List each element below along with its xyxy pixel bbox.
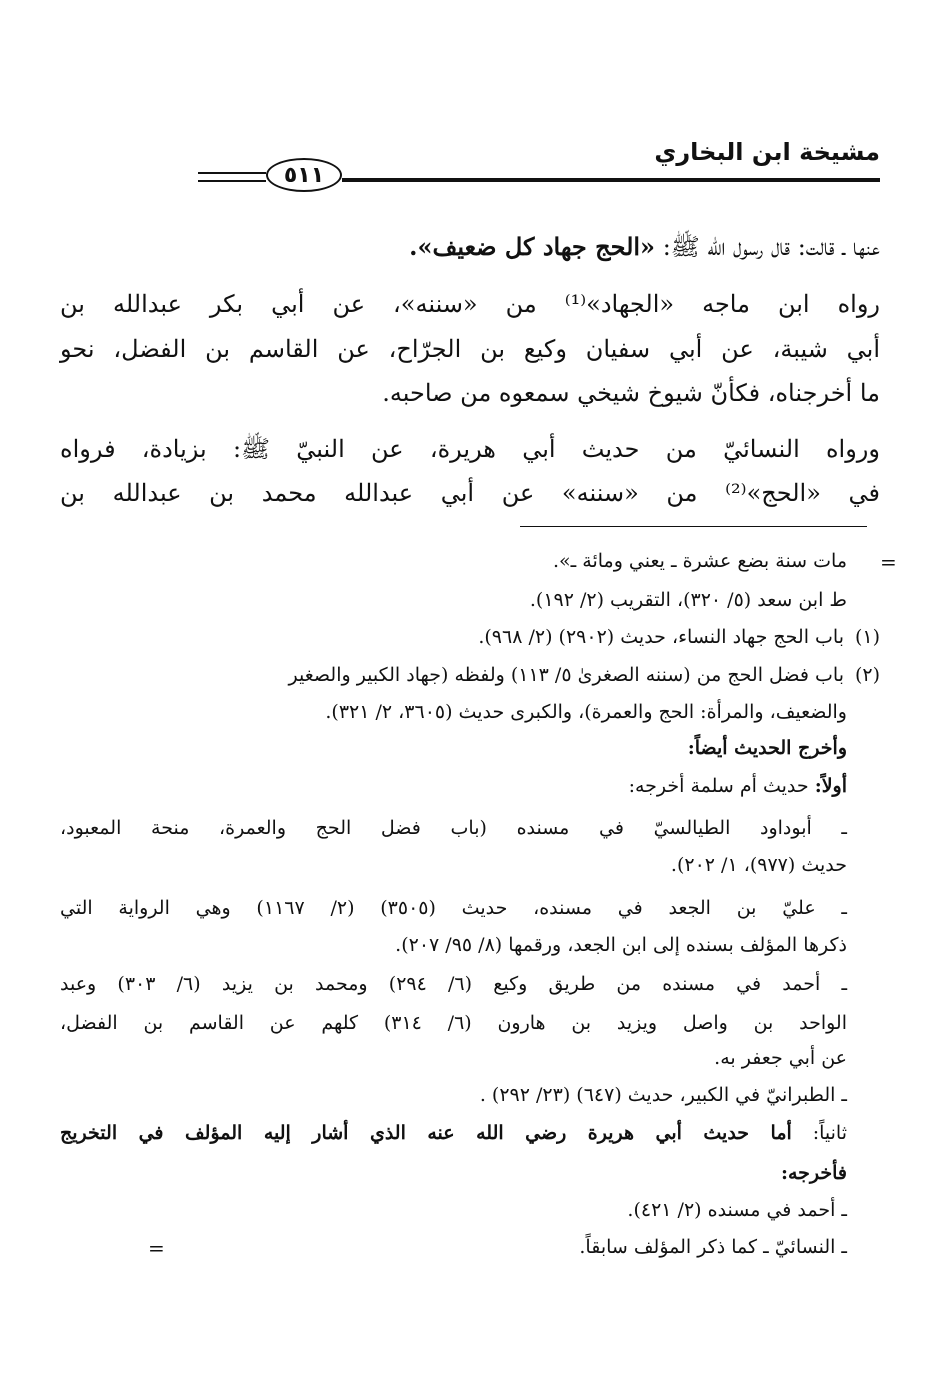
body-line-1 bbox=[60, 230, 880, 264]
footnote-line: حديث (٩٧٧)، ١/ ٢٠٢). bbox=[670, 854, 847, 876]
footnote-1 bbox=[60, 622, 880, 652]
footnote-line: ـ أحمد في مسنده من طريق وكيع (٦/ ٢٩٤) ومحمد بن يزيد (٦/ ٣٠٣) وعبد bbox=[60, 973, 848, 995]
footnote-text: حديث أم سلمة أخرجه: bbox=[628, 775, 815, 797]
body-line-2: رواه ابن ماجه «الجهاد»⁽¹⁾ من «سننه»، عن أبي بكر عبدالله بن bbox=[60, 290, 881, 318]
footnote-text: ثانياً: bbox=[791, 1122, 847, 1144]
footnote-line bbox=[60, 1118, 847, 1148]
footnote-line: ذكرها المؤلف بسنده إلى ابن الجعد، ورقمها (٨/ ٩٥/ ٢٠٧). bbox=[395, 934, 847, 956]
footnote-2 bbox=[60, 660, 880, 690]
footnote-heading: أولاً: bbox=[814, 775, 847, 797]
footnote-line: وأخرج الحديث أيضاً: bbox=[687, 737, 847, 759]
footnote-line: ـ النسائيّ ـ كما ذكر المؤلف سابقاً. bbox=[579, 1236, 847, 1258]
body-line-5: ورواه النسائيّ من حديث أبي هريرة، عن النبيّ ﷺ: بزيادة، فرواه bbox=[60, 435, 880, 463]
footnote-line: عن أبي جعفر به. bbox=[714, 1047, 847, 1069]
body-line-1-text: عنها ـ قالت: قال رسول الله ﷺ: bbox=[655, 233, 880, 261]
footnote-line: والضعيف، والمرأة: الحج والعمرة)، والكبرى حديث (٣٦٠٥، ٢/ ٣٢١). bbox=[325, 701, 847, 723]
footnote-line: فأخرجه: bbox=[780, 1162, 847, 1184]
continuation-mark-end: = bbox=[148, 1236, 165, 1260]
footnote-text: باب الحج جهاد النساء، حديث (٢٩٠٢) (٢/ ٩٦٨). bbox=[478, 626, 844, 648]
header-rule-left-top bbox=[198, 172, 266, 174]
footnote-line bbox=[27, 771, 847, 801]
footnote-number: (٢) bbox=[854, 664, 880, 686]
running-title: مشيخة ابن البخاري bbox=[654, 138, 880, 166]
footnote-line: ط ابن سعد (٥/ ٣٢٠)، التقريب (٢/ ١٩٢). bbox=[529, 589, 847, 611]
continuation-mark: = bbox=[880, 550, 897, 574]
page-number: ٥١١ bbox=[266, 158, 342, 192]
footnote-line: ـ أحمد في مسنده (٢/ ٤٢١). bbox=[627, 1199, 847, 1221]
footnote-divider bbox=[520, 526, 867, 527]
body-line-6: في «الحج»⁽²⁾ من «سننه» عن أبي عبدالله محمد بن عبدالله بن bbox=[60, 479, 880, 507]
footnote-heading: أما حديث أبي هريرة رضي الله عنه الذي أشار إليه المؤلف في التخريج bbox=[60, 1122, 792, 1144]
footnote-line: مات سنة بضع عشرة ـ يعني ومائة ـ». bbox=[552, 550, 847, 572]
footnote-text: باب فضل الحج من (سننه الصغرىٰ ٥/ ١١٣) ولفظه (جهاد الكبير والصغير bbox=[288, 664, 844, 686]
footnote-number: (١) bbox=[854, 626, 880, 648]
footnote-line: ـ أبوداود الطيالسيّ في مسنده (باب فضل الحج والعمرة، منحة المعبود، bbox=[60, 817, 847, 839]
footnote-line: الواحد بن واصل ويزيد بن هارون (٦/ ٣١٤) كلهم عن القاسم بن الفضل، bbox=[60, 1012, 847, 1034]
body-line-4: ما أخرجناه، فكأنّ شيوخ شيخي سمعوه من صاحبه. bbox=[382, 379, 880, 407]
header-rule-right bbox=[342, 178, 880, 182]
header-rule-left-bottom bbox=[198, 180, 266, 182]
footnote-line: ـ الطبرانيّ في الكبير، حديث (٦٤٧) (٢٣/ ٢٩٢) . bbox=[479, 1084, 847, 1106]
hadith-quote: «الحج جهاد كل ضعيف». bbox=[409, 232, 656, 261]
body-line-3: أبي شيبة، عن أبي سفيان وكيع بن الجرّاح، عن القاسم بن الفضل، نحو bbox=[60, 335, 880, 363]
footnote-line: ـ عليّ بن الجعد في مسنده، حديث (٣٥٠٥) (٢/ ١١٦٧) وهي الرواية التي bbox=[60, 897, 847, 919]
